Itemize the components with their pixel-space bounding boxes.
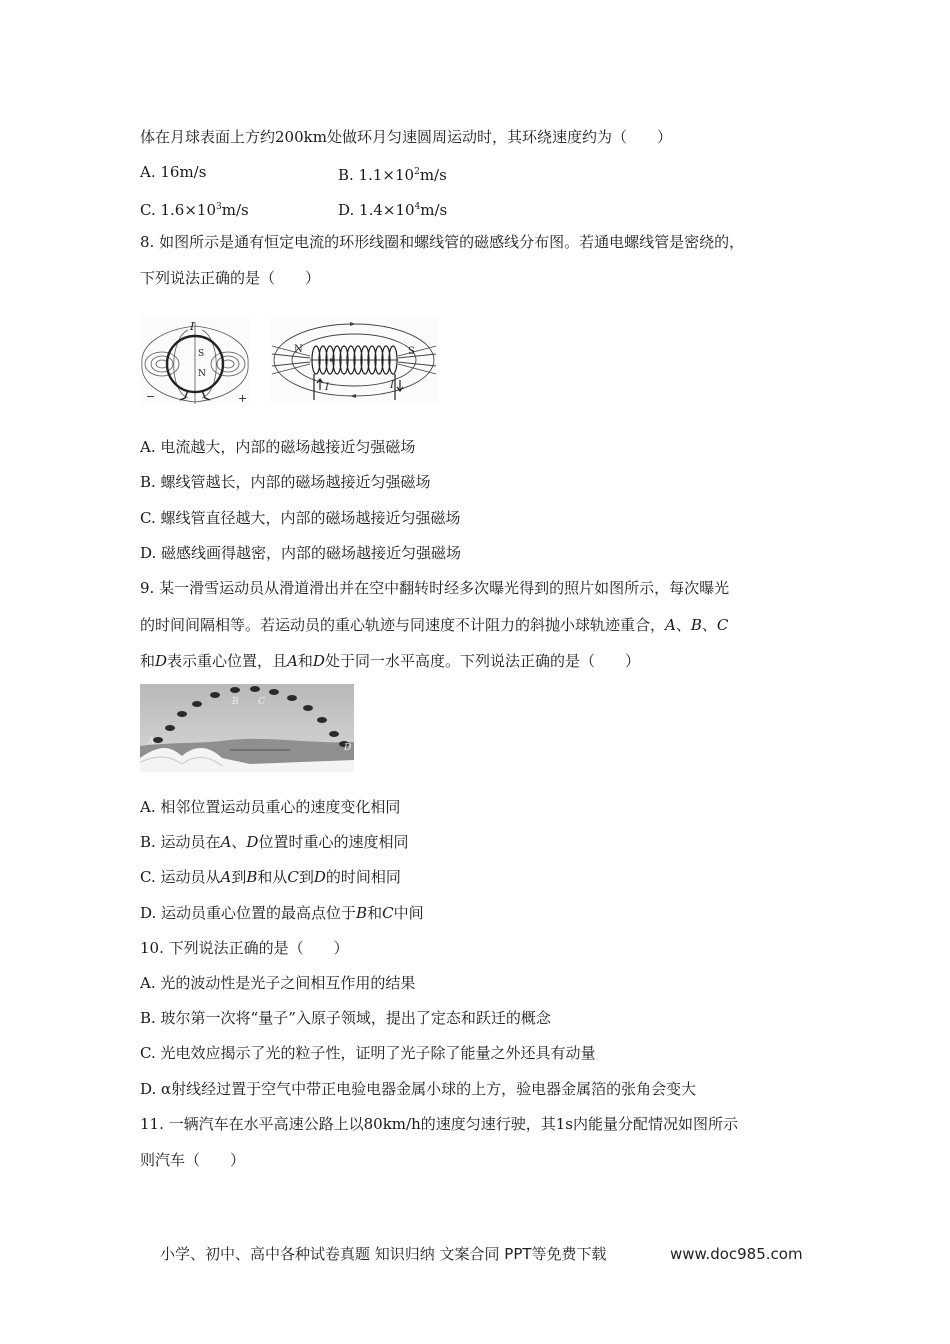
photo-point-d-label: D <box>344 743 352 753</box>
page-footer <box>160 1244 803 1264</box>
q7-stem: 体在月球表面上方约200km处做环月匀速圆周运动时，其环绕速度约为（ ） <box>140 128 672 146</box>
q8-stem-line2: 下列说法正确的是（ ） <box>140 269 321 287</box>
q7-option-c: C. $1.6\times 10^3m/s$ <box>140 201 249 219</box>
q11-stem-line2: 则汽车（ ） <box>140 1151 246 1169</box>
q7-option-d: D. $1.4\times 10^4m/s$ <box>338 201 448 219</box>
q9-stem-line1: 9. 某一滑雪运动员从滑道滑出并在空中翻转时经多次曝光得到的照片如图所示，每次曝光 <box>140 579 730 597</box>
q10-option-b: B. 玻尔第一次将“量子”入原子领域，提出了定态和跃迁的概念 <box>140 1009 551 1027</box>
q8-option-a: A. 电流越大，内部的磁场越接近匀强磁场 <box>140 438 416 456</box>
q9-option-b: B. 运动员在A、D位置时重心的速度相同 <box>140 833 409 851</box>
ring-n-label: N <box>198 369 206 379</box>
q7-option-a: A. 16m/s <box>140 163 207 181</box>
q10-option-d: D. α射线经过置于空气中带正电验电器金属小球的上方，验电器金属箔的张角会变大 <box>140 1080 697 1098</box>
photo-point-a-label: A <box>148 737 155 747</box>
q9-stem-line2: 的时间间隔相等。若运动员的重心轨迹与同速度不计阻力的斜抛小球轨迹重合，A、B、C <box>140 616 729 634</box>
solenoid-current-right-label: I <box>390 380 394 391</box>
q9-option-c: C. 运动员从A到B和从C到D的时间相同 <box>140 868 401 886</box>
photo-point-b-label: B <box>232 697 239 707</box>
q9-option-d: D. 运动员重心位置的最高点位于B和C中间 <box>140 904 424 922</box>
ring-s-label: S <box>198 349 205 359</box>
q9-option-a: A. 相邻位置运动员重心的速度变化相同 <box>140 798 401 816</box>
solenoid-n-label: N <box>294 344 303 355</box>
ring-minus-label: − <box>146 390 156 403</box>
q8-option-d: D. 磁感线画得越密，内部的磁场越接近匀强磁场 <box>140 544 462 562</box>
q10-option-c: C. 光电效应揭示了光的粒子性，证明了光子除了能量之外还具有动量 <box>140 1044 596 1062</box>
q9-stem-line3: 和D表示重心位置，且A和D处于同一水平高度。下列说法正确的是（ ） <box>140 652 640 670</box>
q10-stem: 10. 下列说法正确的是（ ） <box>140 939 349 957</box>
q7-option-b: B. $1.1\times 10^2m/s$ <box>338 166 447 184</box>
footer-text: 小学、初中、高中各种试卷真题 知识归纳 文案合同 PPT等免费下载 <box>160 1245 607 1263</box>
q8-option-c: C. 螺线管直径越大，内部的磁场越接近匀强磁场 <box>140 509 461 527</box>
solenoid-field-figure <box>270 316 438 404</box>
ski-jump-photo <box>140 684 354 772</box>
q11-stem-line1: 11. 一辆汽车在水平高速公路上以80km/h的速度匀速行驶，其1s内能量分配情况如图所示 <box>140 1115 738 1133</box>
q8-option-b: B. 螺线管越长，内部的磁场越接近匀强磁场 <box>140 473 431 491</box>
ring-current-label: I <box>190 320 195 333</box>
solenoid-s-label: S <box>408 346 415 357</box>
footer-url[interactable]: www.doc985.com <box>670 1245 803 1263</box>
ring-plus-label: + <box>238 392 248 404</box>
q8-stem-line1: 8. 如图所示是通有恒定电流的环形线圈和螺线管的磁感线分布图。若通电螺线管是密绕的， <box>140 233 745 251</box>
q10-option-a: A. 光的波动性是光子之间相互作用的结果 <box>140 974 416 992</box>
ring-coil-field-figure <box>140 316 250 404</box>
solenoid-current-left-label: I <box>325 382 329 393</box>
photo-point-c-label: C <box>258 697 265 707</box>
